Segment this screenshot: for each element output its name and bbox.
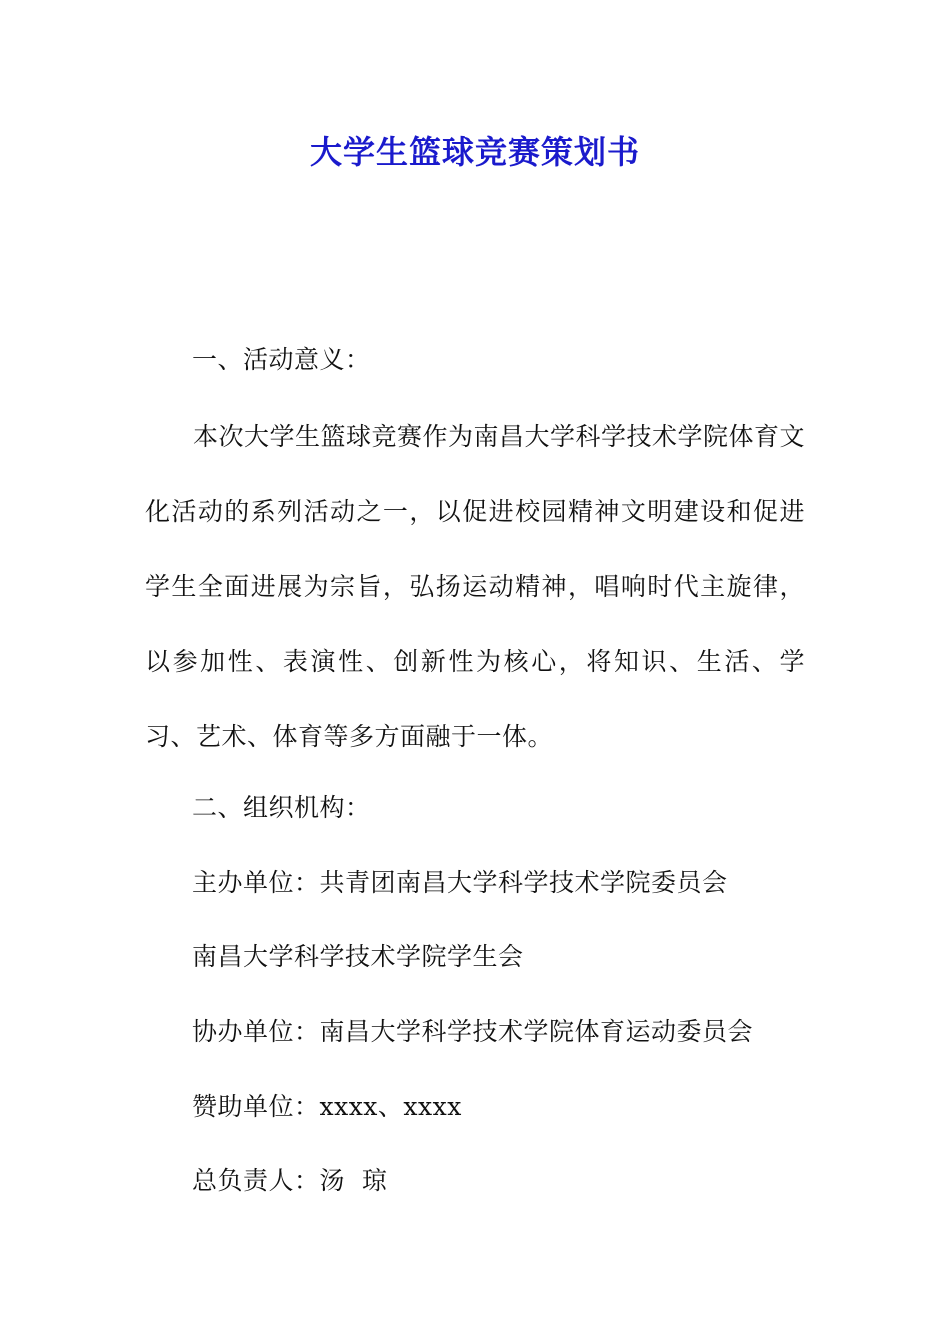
co-organizer: 协办单位：南昌大学科学技术学院体育运动委员会 (192, 1017, 754, 1046)
sponsor: 赞助单位：xxxx、xxxx (192, 1092, 462, 1121)
section2-heading: 二、组织机构： (192, 793, 371, 822)
section1-paragraph: 本次大学生篮球竞赛作为南昌大学科学技术学院体育文化活动的系列活动之一，以促进校园精神文明建设和促进学生全面进展为宗旨，弘扬运动精神，唱响时代主旋律，以参加性、表演性、创新性为核心，将知识、生活、学习、艺术、体育等多方面融于一体。 (145, 422, 806, 751)
document-title: 大学生篮球竞赛策划书 (309, 133, 640, 171)
section1-heading: 一、活动意义： (192, 345, 371, 374)
host-organization-second: 南昌大学科学技术学院学生会 (192, 942, 524, 971)
host-organization: 主办单位：共青团南昌大学科学技术学院委员会 (192, 868, 728, 897)
chief-person: 总负责人：汤 琼 (192, 1166, 388, 1195)
